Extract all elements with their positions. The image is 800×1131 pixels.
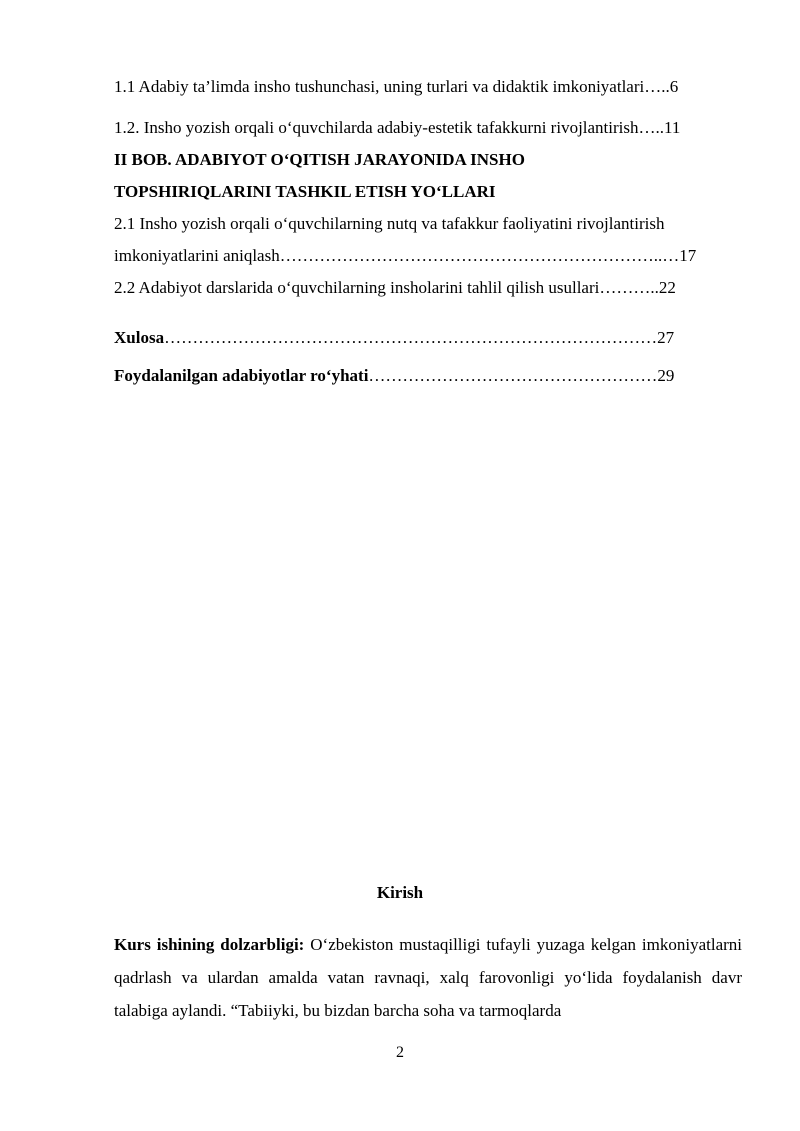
relevance-text: O‘zbekiston mustaqilligi tufayli yuzaga kelgan imkoniyatlarni qadrlash va ulardan amalda vatan ravnaqi, xalq farovonligi yo‘lida foydalanish davr talabiga aylandi. “Tabiiyki, bu bizdan barcha soha va tarmoqlarda xyxy=(114,935,743,1020)
intro-heading: Kirish xyxy=(376,883,424,902)
toc-conclusion-leader: ……………………………………………………………………………27 xyxy=(164,328,675,347)
intro-paragraph xyxy=(114,928,742,1027)
toc-item-2-1-line-2: imkoniyatlarini aniqlash…………………………………………………………..…17 xyxy=(114,246,697,265)
toc-item-2-2: 2.2 Adabiyot darslarida o‘quvchilarning insholarini tahlil qilish usullari………..22 xyxy=(114,278,676,297)
toc-item-1-2: 1.2. Insho yozish orqali o‘quvchilarda adabiy-estetik tafakkurni rivojlantirish…..11 xyxy=(114,118,681,137)
toc-references-leader: ……………………………………………29 xyxy=(368,366,675,385)
relevance-label: Kurs ishining dolzarbligi: xyxy=(114,935,305,954)
toc-chapter-2-title-line-2: TOPSHIRIQLARINI TASHKIL ETISH YO‘LLARI xyxy=(114,182,496,201)
page-number: 2 xyxy=(396,1044,404,1061)
toc-references-label: Foydalanilgan adabiyotlar ro‘yhati xyxy=(114,366,369,385)
toc-item-2-1-line-1: 2.1 Insho yozish orqali o‘quvchilarning nutq va tafakkur faoliyatini rivojlantirish xyxy=(114,214,665,233)
toc-references xyxy=(114,366,674,386)
toc-chapter-2-title-line-1: II BOB. ADABIYOT O‘QITISH JARAYONIDA INSHO xyxy=(114,150,525,169)
toc-conclusion xyxy=(114,328,674,348)
toc-item-1-1: 1.1 Adabiy ta’limda insho tushunchasi, uning turlari va didaktik imkoniyatlari…..6 xyxy=(114,77,679,96)
toc-conclusion-label: Xulosa xyxy=(114,328,165,347)
